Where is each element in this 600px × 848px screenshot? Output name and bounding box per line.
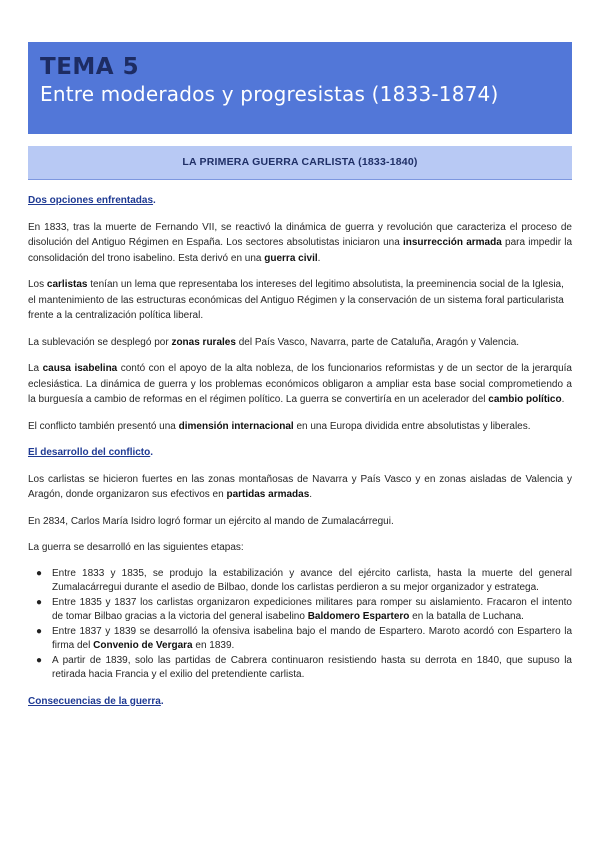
text-run: Entre 1837 y 1839 se desarrolló la ofensiva isabelina bajo el mando de Espartero. Maroto acordó con Espartero la firma del [52,625,572,651]
bold-term: dimensión internacional [178,420,294,432]
list-item [28,654,572,683]
bold-term: insurrección armada [402,237,502,248]
topic-title: TEMA 5 [40,54,140,80]
bold-term: zonas rurales [171,336,236,348]
text-run: en la batalla de Luchana. [409,611,524,622]
paragraph-2 [28,277,572,324]
text-run: en 1839. [192,640,235,651]
subheading-dot: . [160,695,164,707]
stages-list [28,567,572,683]
subheading-text: Consecuencias de la guerra [28,695,161,707]
text-run: A partir de 1839, solo las partidas de Cabrera continuaron resistiendo hasta su derrota en 1840, que supuso la retirada hacia Francia y el exilio del pretendiente carlista. [52,654,572,680]
subheading-consecuencias [28,694,572,710]
text-run: La sublevación se desplegó por [28,336,172,348]
subheading-desarrollo [28,445,572,461]
text-run: Entre 1835 y 1837 los carlistas organizaron expediciones militares para romper su aislamiento. Fracaron el intento de tomar Bilbao gracias a la victoria del general isabelino [52,596,572,622]
paragraph-6 [28,472,572,503]
subheading-dot: . [153,195,156,206]
document-body [28,193,572,720]
text-run: en una Europa dividida entre absolutistas y liberales. [293,420,531,432]
bold-term: Convenio de Vergara [93,640,193,651]
paragraph-1 [28,220,572,267]
text-run: tenían un lema que representaba los intereses del legitimo absolutista, la preeminencia social de la Iglesia, el mantenimiento de las estructuras económicas del Antiguo Régimen y la conservación de un sistema foral particularista frente a la centralización política liberal. [28,279,564,321]
bullet-icon: ● [36,567,43,579]
text-run: Los carlistas se hicieron fuertes en las zonas montañosas de Navarra y País Vasco y en zonas aisladas de Valencia y Aragón, donde organizaron sus efectivos en [28,473,572,500]
text-run: . [309,489,313,500]
bullet-icon: ● [36,596,43,608]
bold-term: Baldomero Espartero [307,611,410,622]
paragraph-8: La guerra se desarrolló en las siguientes etapas: [28,542,244,553]
list-item [28,567,572,596]
text-run: . [317,252,321,264]
text-run: La [28,363,43,374]
text-run: . [561,394,565,405]
text-run: Entre 1833 y 1835, se produjo la estabilización y avance del ejército carlista, hasta la muerte del general Zumalacárregui durante el asedio de Bilbao, donde los carlistas perdieron a su mejor organizador y estratega. [52,567,572,593]
list-item [28,596,572,625]
subheading-text: El desarrollo del conflicto [28,447,151,458]
bold-term: cambio político [488,394,562,405]
topic-banner [28,42,572,134]
bold-term: causa isabelina [42,363,118,374]
text-run: En 1833, tras la muerte de Fernando VII, se reactivó la dinámica de guerra y revolución que caracteriza el proceso de disolución del Antiguo Régimen en España. Los sectores absolutistas iniciaron una [28,221,572,248]
bullet-icon: ● [36,625,43,637]
section-title-bar: LA PRIMERA GUERRA CARLISTA (1833-1840) [28,146,572,180]
topic-subtitle: Entre moderados y progresistas (1833-1874) [40,82,499,106]
paragraph-4 [28,361,572,408]
bold-term: partidas armadas [226,489,310,500]
text-run: contó con el apoyo de la alta nobleza, de los funcionarios reformistas y de un sector de la jerarquía eclesiástica. La dinámica de guerra y los problemas económicos obligaron a ampliar esta base social comprometiendo a la burguesía a cambio de reformas en el régimen político. La guerra se convertiría en un acelerador del [28,363,572,405]
subheading-dot: . [150,447,154,458]
subheading-text: Dos opciones enfrentadas [28,195,154,206]
paragraph-3 [28,335,572,351]
paragraph-5 [28,419,572,435]
paragraph-7: En 2834, Carlos María Isidro logró formar un ejército al mando de Zumalacárregui. [28,515,394,527]
text-run: para impedir la consolidación del trono isabelino. Esta derivó en una [28,237,573,264]
list-item [28,625,572,654]
text-run: del País Vasco, Navarra, parte de Cataluña, Aragón y Valencia. [235,336,520,348]
bold-term: guerra civil [264,252,318,264]
subheading-dos-opciones [28,193,572,209]
text-run: Los [28,279,47,290]
text-run: El conflicto también presentó una [28,420,179,432]
bullet-icon: ● [36,654,43,666]
bold-term: carlistas [46,279,88,290]
